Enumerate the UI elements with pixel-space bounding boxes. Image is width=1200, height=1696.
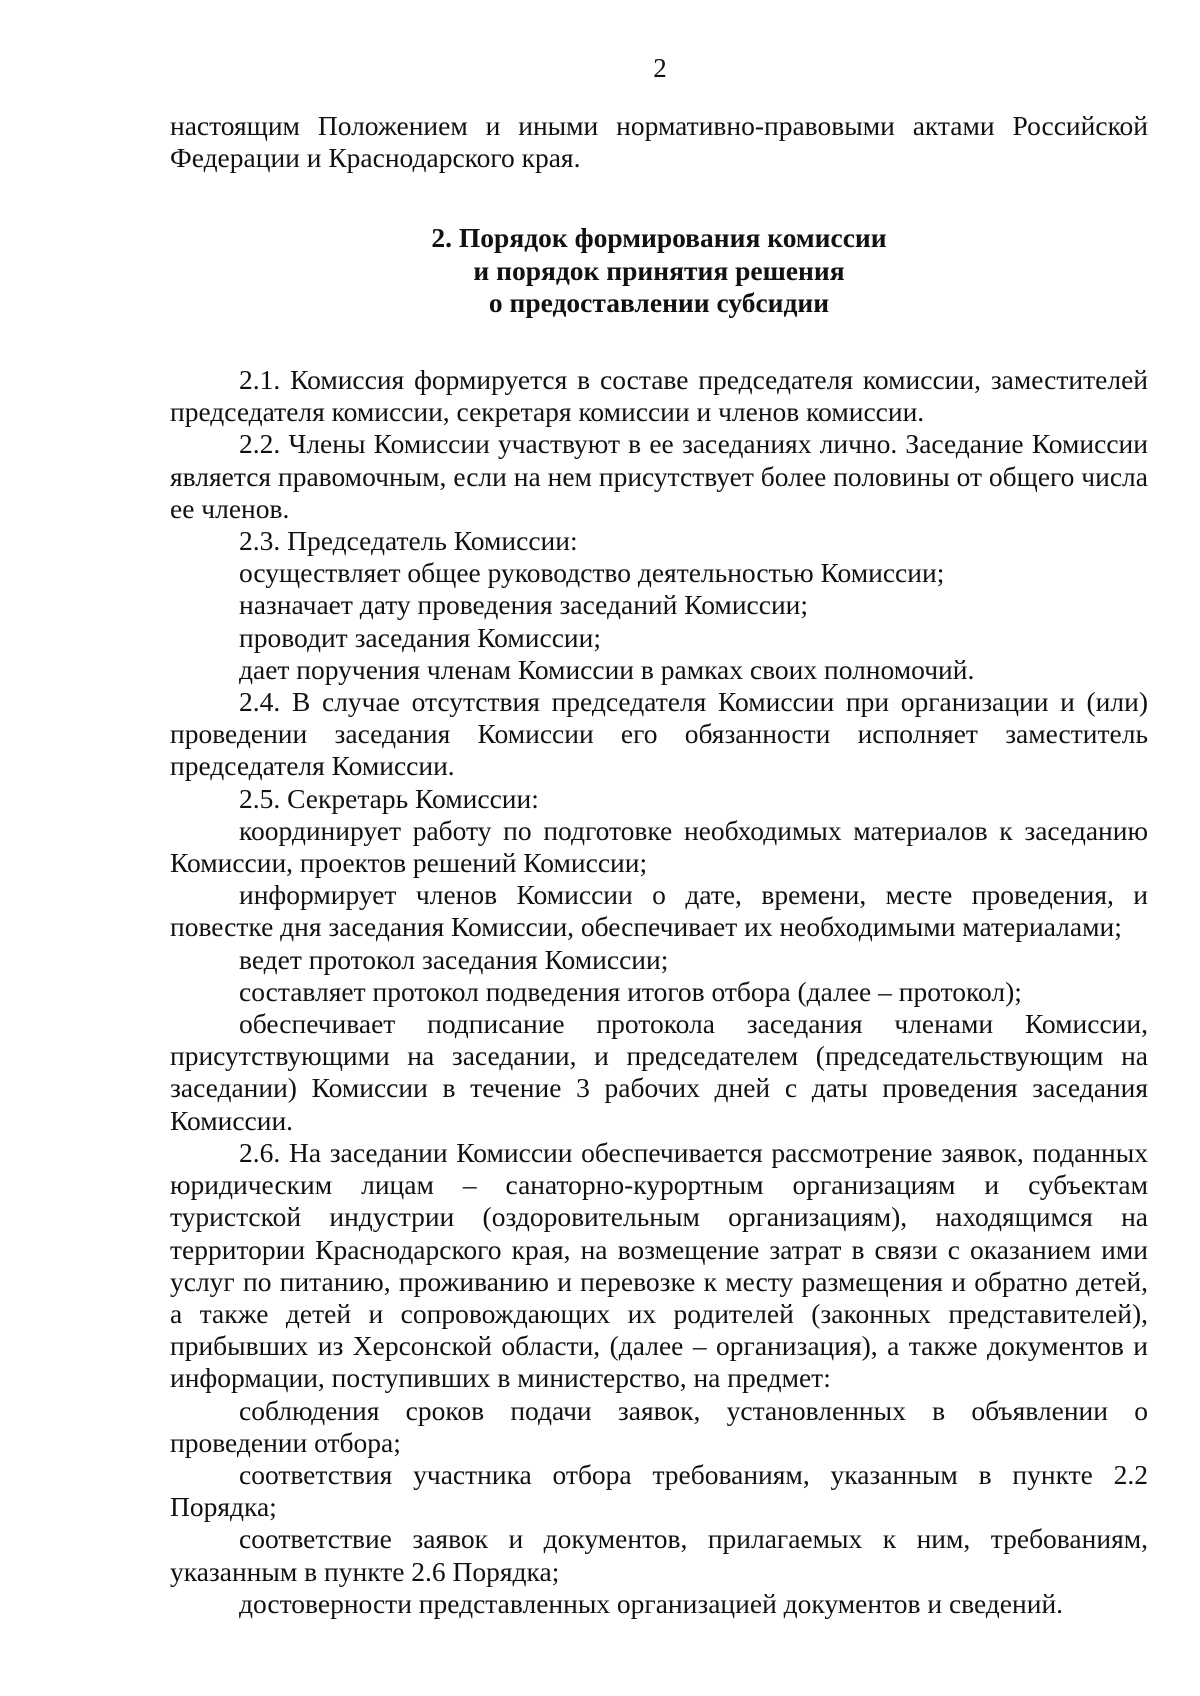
paragraph-2-1: 2.1. Комиссия формируется в составе председателя комиссии, заместителей председателя комиссии, секретаря комиссии и членов комиссии. (170, 364, 1148, 428)
section-heading (170, 222, 1148, 319)
list-item: соответствие заявок и документов, прилагаемых к ним, требованиям, указанным в пункте 2.6 Порядка; (170, 1523, 1148, 1587)
paragraph-2-6: 2.6. На заседании Комиссии обеспечивается рассмотрение заявок, поданных юридическим лицам – санаторно-курортным организациям и субъектам туристской индустрии (оздоровительным организациям), находящимся на территории Краснодарского края, на возмещение затрат в связи с оказанием ими услуг по питанию, проживанию и перевозке к месту размещения и обратно детей, а также детей и сопровождающих их родителей (законных представителей), прибывших из Херсонской области, (далее – организация), а также документов и информации, поступивших в министерство, на предмет: (170, 1136, 1148, 1394)
list-item: обеспечивает подписание протокола заседания членами Комиссии, присутствующими на заседании, и председателем (председательствующим на заседании) Комиссии в течение 3 рабочих дней с даты проведения заседания Комиссии. (170, 1008, 1148, 1136)
list-item: составляет протокол подведения итогов отбора (далее – протокол); (239, 975, 1022, 1007)
paragraph-2-3: 2.3. Председатель Комиссии: (239, 525, 578, 557)
list-item: назначает дату проведения заседаний Комиссии; (239, 589, 809, 621)
list-item: достоверности представленных организацией документов и сведений. (239, 1587, 1064, 1619)
paragraph-2-2: 2.2. Члены Комиссии участвуют в ее заседаниях лично. Заседание Комиссии является правомочным, если на нем присутствует более половины от общего числа ее членов. (170, 428, 1148, 524)
intro-paragraph: настоящим Положением и иными нормативно-правовыми актами Российской Федерации и Краснодарского края. (170, 110, 1148, 174)
section-heading-line: 2. Порядок формирования комиссии (431, 222, 887, 254)
list-item: соблюдения сроков подачи заявок, установленных в объявлении о проведении отбора; (170, 1394, 1148, 1458)
section-heading-line: о предоставлении субсидии (488, 286, 830, 318)
list-item: дает поручения членам Комиссии в рамках своих полномочий. (239, 653, 975, 685)
paragraph-2-5: 2.5. Секретарь Комиссии: (239, 782, 539, 814)
section-heading-line: и порядок принятия решения (473, 254, 845, 286)
page-number: 2 (653, 53, 667, 83)
list-item: информирует членов Комиссии о дате, времени, месте проведения, и повестке дня заседания Комиссии, обеспечивает их необходимыми материалами; (170, 879, 1148, 943)
list-item: ведет протокол заседания Комиссии; (239, 943, 669, 975)
list-item: осуществляет общее руководство деятельностью Комиссии; (239, 557, 945, 589)
list-item: проводит заседания Комиссии; (239, 621, 601, 653)
document-body (170, 110, 1148, 1620)
list-item: соответствия участника отбора требованиям, указанным в пункте 2.2 Порядка; (170, 1458, 1148, 1523)
list-item: координирует работу по подготовке необходимых материалов к заседанию Комиссии, проектов решений Комиссии; (170, 814, 1148, 879)
paragraph-2-4: 2.4. В случае отсутствия председателя Комиссии при организации и (или) проведении заседания Комиссии его обязанности исполняет заместитель председателя Комиссии. (170, 686, 1148, 782)
